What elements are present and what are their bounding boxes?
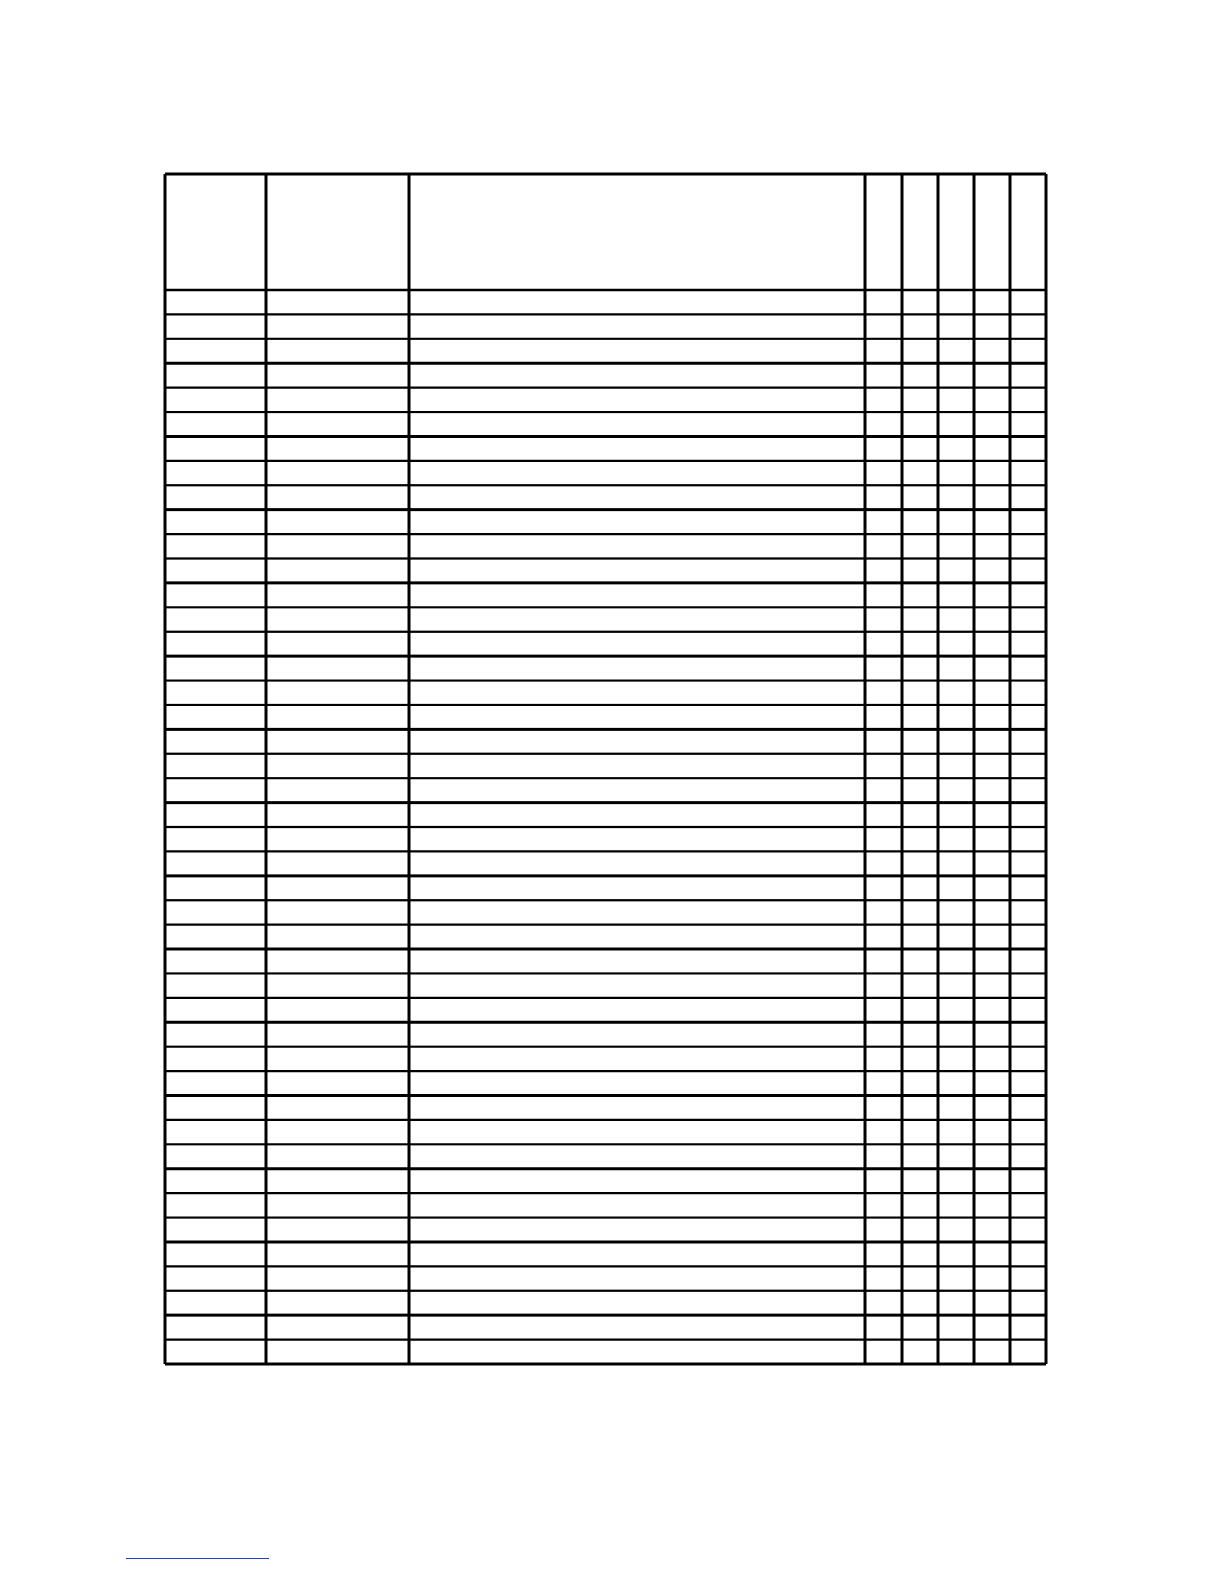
footnote-separator (126, 1558, 269, 1559)
